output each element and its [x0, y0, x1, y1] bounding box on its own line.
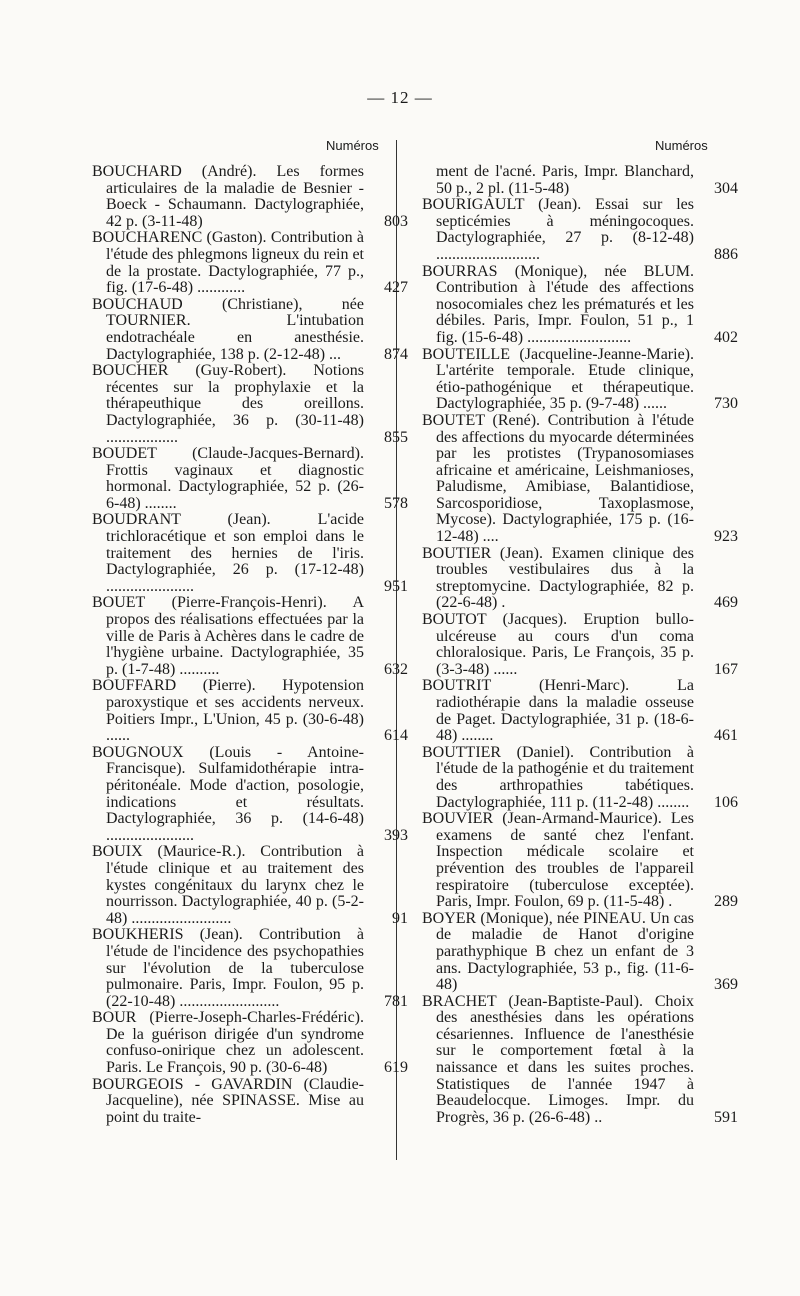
entry-text: BOURGEOIS - GAVARDIN (Claudie-Jacqueline), née SPINASSE. Mise au point du traite- [92, 1075, 364, 1126]
entry-number: 591 [714, 1108, 738, 1126]
entry-text: BOUTRIT (Henri-Marc). La radiothérapie dans la maladie osseuse de Paget. Dactylographiée, 31 p. (18-6-48) ........ [422, 677, 694, 745]
entry-number: 369 [714, 976, 738, 994]
entry-text: BOUCHAUD (Christiane), née TOURNIER. L'intubation endotrachéale en anesthésie. Dactylographiée, 138 p. (2-12-48) ... [92, 295, 364, 363]
index-entry [422, 411, 738, 546]
index-entry [422, 992, 738, 1127]
index-entry [92, 295, 408, 363]
entry-text: BOUCHARD (André). Les formes articulaires de la maladie de Besnier - Boeck - Schaumann. Dactylographiée, 42 p. (3-11-48) [92, 163, 364, 230]
entry-number: 632 [384, 660, 408, 678]
index-entry [422, 345, 738, 413]
index-entry [92, 362, 408, 446]
index-entry [92, 1009, 408, 1077]
entry-text: BOURRAS (Monique), née BLUM. Contribution à l'étude des affections nosocomiales chez les prématurés et les débiles. Paris, Impr. Foulon, 51 p., 1 fig. (15-6-48) .......................... [422, 262, 694, 346]
entry-number: 106 [714, 793, 738, 811]
index-entry [422, 196, 738, 263]
entry-text: BOUET (Pierre-François-Henri). A propos des réalisations effectuées par la ville de Paris à Achères dans le cadre de l'hygiène urbaine. Dactylographiée, 35 p. (1-7-48) .......... [92, 594, 364, 678]
entry-text: BOUVIER (Jean-Armand-Maurice). Les examens de santé chez l'enfant. Inspection médicale scolaire et prévention des troubles de l'appareil respiratoire (tuberculose exceptée). Paris, Impr. Foulon, 69 p. (11-5-48) . [422, 810, 694, 911]
entry-text: BOUDET (Claude-Jacques-Bernard). Frottis vaginaux et diagnostic hormonal. Dactylographiée, 52 p. (26-6-48) ........ [92, 445, 364, 512]
index-entry [92, 843, 408, 927]
entry-number: 469 [714, 594, 738, 612]
entry-text: BOUFFARD (Pierre). Hypotension paroxystique et ses accidents nerveux. Poitiers Impr., L'Union, 45 p. (30-6-48) ...... [92, 677, 364, 745]
index-entry [422, 544, 738, 612]
entry-text: BOUR (Pierre-Joseph-Charles-Frédéric). De la guérison dirigée d'un syndrome confuso-onirique chez un adolescent. Paris. Le François, 90 p. (30-6-48) [92, 1009, 364, 1077]
index-entry [422, 743, 738, 811]
entry-number: 886 [714, 245, 738, 263]
entry-number: 781 [384, 992, 408, 1010]
index-entry [92, 594, 408, 678]
entry-text: BOUDRANT (Jean). L'acide trichloracétique et son emploi dans le traitement des hernies de l'iris. Dactylographiée, 26 p. (17-12-48) ...................... [92, 511, 364, 595]
index-entry [92, 926, 408, 1010]
entry-text: BOUIX (Maurice-R.). Contribution à l'étude clinique et au traitement des kystes congénitaux du larynx chez le nourrisson. Dactylographiée, 40 p. (5-2-48) ......................... [92, 843, 364, 927]
entry-number: 393 [384, 826, 408, 844]
entry-number: 951 [384, 577, 408, 595]
numeros-header-left: Numéros [326, 138, 379, 153]
index-entry [422, 909, 738, 994]
index-entry [422, 810, 738, 911]
index-entry [422, 163, 738, 197]
entry-number: 289 [714, 893, 738, 911]
index-entry [422, 611, 738, 678]
entry-number: 427 [384, 279, 408, 297]
left-column [92, 138, 408, 1126]
index-entry [422, 677, 738, 745]
entry-number: 923 [714, 528, 738, 546]
entry-text: BOUTTIER (Daniel). Contribution à l'étude de la pathogénie et du traitement des arthropathies tabétiques. Dactylographiée, 111 p. (11-2-48) ........ [422, 743, 694, 811]
entry-text: BOURIGAULT (Jean). Essai sur les septicémies à méningocoques. Dactylographiée, 27 p. (8-12-48) .......................... [422, 196, 694, 263]
index-entry [92, 1077, 364, 1127]
entry-text: BOUCHER (Guy-Robert). Notions récentes sur la prophylaxie et la thérapeuthique des oreillons. Dactylographiée, 36 p. (30-11-48) .................. [92, 362, 364, 446]
entry-text: BOUTIER (Jean). Examen clinique des troubles vestibulaires dus à la streptomycine. Dactylographiée, 82 p. (22-6-48) . [422, 544, 694, 612]
entry-number: 461 [714, 727, 738, 745]
numeros-header-right: Numéros [655, 138, 708, 153]
entry-number: 402 [714, 328, 738, 346]
index-entry [92, 445, 408, 512]
entry-text: BOUTEILLE (Jacqueline-Jeanne-Marie). L'artérite temporale. Etude clinique, étio-pathogénique et thérapeutique. Dactylographiée, 35 p. (9-7-48) ...... [422, 345, 694, 413]
entry-text: BRACHET (Jean-Baptiste-Paul). Choix des anesthésies dans les opérations césariennes. Influence de l'anesthésie sur le comportement fœtal à la naissance et dans les suites proches. Statistiques de l'année 1947 à Beaudelocque. Limoges. Impr. du Progrès, 36 p. (26-6-48) .. [422, 992, 694, 1126]
index-entry [92, 163, 408, 230]
entry-number: 167 [714, 660, 738, 678]
entry-number: 803 [384, 212, 408, 230]
entry-number: 91 [392, 909, 408, 927]
entry-text: BOUCHARENC (Gaston). Contribution à l'étude des phlegmons ligneux du rein et de la prostate. Dactylographiée, 77 p., fig. (17-6-48) ............ [92, 229, 364, 297]
entry-number: 730 [714, 395, 738, 413]
entry-text: BOUGNOUX (Louis - Antoine-Francisque). Sulfamidothérapie intra-péritonéale. Mode d'action, posologie, indications et résultats. Dactylographiée, 36 p. (14-6-48) ...................... [92, 743, 364, 844]
index-entry [92, 743, 408, 845]
index-entry [92, 229, 408, 297]
index-entry [422, 262, 738, 347]
page-number: — 12 — [367, 88, 433, 107]
entry-text: BOYER (Monique), née PINEAU. Un cas de maladie de Hanot d'origine parathyphique B chez un enfant de 3 ans. Dactylographiée, 53 p., fig. (11-6-48) [422, 909, 694, 994]
entry-text: BOUKHERIS (Jean). Contribution à l'étude de l'incidence des psychopathies sur l'évolution de la tuberculose pulmonaire. Paris, Impr. Foulon, 95 p. (22-10-48) ......................... [92, 926, 364, 1010]
entry-text: BOUTOT (Jacques). Eruption bullo-ulcéreuse au cours d'un coma chloralosique. Paris, Le François, 35 p. (3-3-48) ...... [422, 611, 694, 678]
entry-number: 619 [384, 1059, 408, 1077]
entry-number: 578 [384, 494, 408, 512]
right-column [422, 138, 738, 1126]
entry-number: 874 [384, 345, 408, 363]
entry-number: 614 [384, 727, 408, 745]
index-entry [92, 677, 408, 745]
entry-number: 304 [714, 179, 738, 197]
entry-text: ment de l'acné. Paris, Impr. Blanchard, 50 p., 2 pl. (11-5-48) [436, 163, 694, 197]
entry-number: 855 [384, 428, 408, 446]
entry-text: BOUTET (René). Contribution à l'étude des affections du myocarde déterminées par les protistes (Trypanosomiases africaine et américaine, Leishmanioses, Paludisme, Amibiase, Balantidiose, Sarcosporidiose, Taxoplasmose, Mycose). Dactylographiée, 175 p. (16-12-48) .... [422, 411, 694, 546]
index-entry [92, 511, 408, 595]
